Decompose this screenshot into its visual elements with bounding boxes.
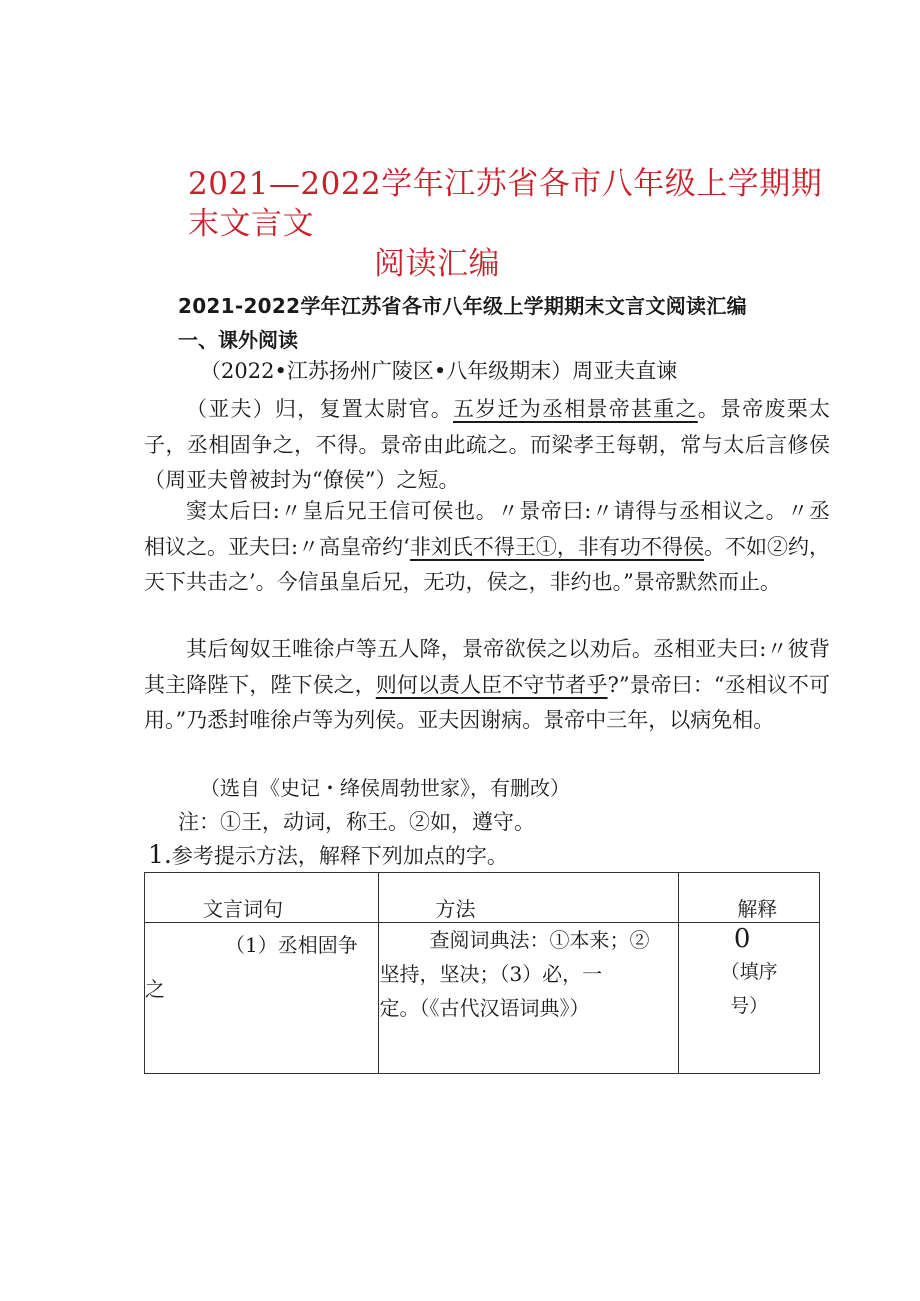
underlined-sentence: 则何以责人臣不守节者乎	[375, 672, 608, 697]
method-cell: 查阅词典法：①本来；② 坚持，坚决；（3）必，一 定。（《古代汉语词典》）	[379, 923, 679, 1074]
passage-paragraph-1: （亚夫）归，复置太尉官。五岁迁为丞相景帝甚重之。景帝废栗太子，丞相固争之，不得。景帝由此疏之。而梁孝王每朝，常与太后言修侯（周亚夫曾被封为“僚侯”）之短。	[144, 397, 830, 492]
underlined-sentence: 五岁迁为丞相景帝甚重之	[453, 397, 698, 421]
question-text: 参考提示方法，解释下列加点的字。	[171, 844, 508, 868]
section-heading: 一、课外阅读	[178, 328, 298, 352]
table-row	[145, 923, 820, 1074]
question-number: 1.	[148, 840, 172, 869]
passage-source: （2022•江苏扬州广陵区•八年级期末）周亚夫直谏	[200, 359, 678, 383]
table-header-cell: 方法	[379, 873, 679, 923]
table-header-cell: 解释	[679, 873, 820, 923]
subtitle: 2021-2022学年江苏省各市八年级上学期期末文言文阅读汇编	[178, 294, 747, 318]
title-line-2: 阅读汇编	[374, 246, 500, 282]
table-header-cell: 文言词句	[145, 873, 379, 923]
title-line-1: 2021—2022学年江苏省各市八年级上学期期末文言文	[188, 166, 823, 242]
source-citation: （选自《史记・绛侯周勃世家》，有删改）	[200, 776, 570, 800]
answer-value[interactable]: 0	[733, 924, 751, 954]
document-title	[188, 164, 848, 284]
passage-paragraph-3: 其后匈奴王唯徐卢等五人降，景帝欲侯之以劝后。丞相亚夫曰:〃彼背其主降陛下，陛下侯之，则何以责人臣不守节者乎?”景帝曰：“丞相议不可用。”乃悉封唯徐卢等为列侯。亚夫因谢病。景帝中三年，以病免相。	[144, 637, 831, 732]
passage-paragraph-2: 窦太后曰:〃皇后兄王信可侯也。〃景帝曰:〃请得与丞相议之。〃丞相议之。亚夫曰:〃高皇帝约‘非刘氏不得王①，非有功不得侯。不如②约，天下共击之’。今信虽皇后兄，无功，侯之，非约也。”景帝默然而止。	[144, 499, 831, 594]
answer-table	[144, 872, 820, 1074]
question-1	[148, 840, 508, 870]
table-header-row	[145, 873, 820, 923]
underlined-sentence: 非刘氏不得王①，非有功不得侯	[409, 534, 704, 559]
footnote: 注：①王，动词，称王。②如，遵守。	[178, 810, 535, 834]
answer-cell[interactable]: 0 （填序 号）	[679, 923, 820, 1074]
phrase-cell: （1）丞相固争 之	[145, 923, 379, 1074]
